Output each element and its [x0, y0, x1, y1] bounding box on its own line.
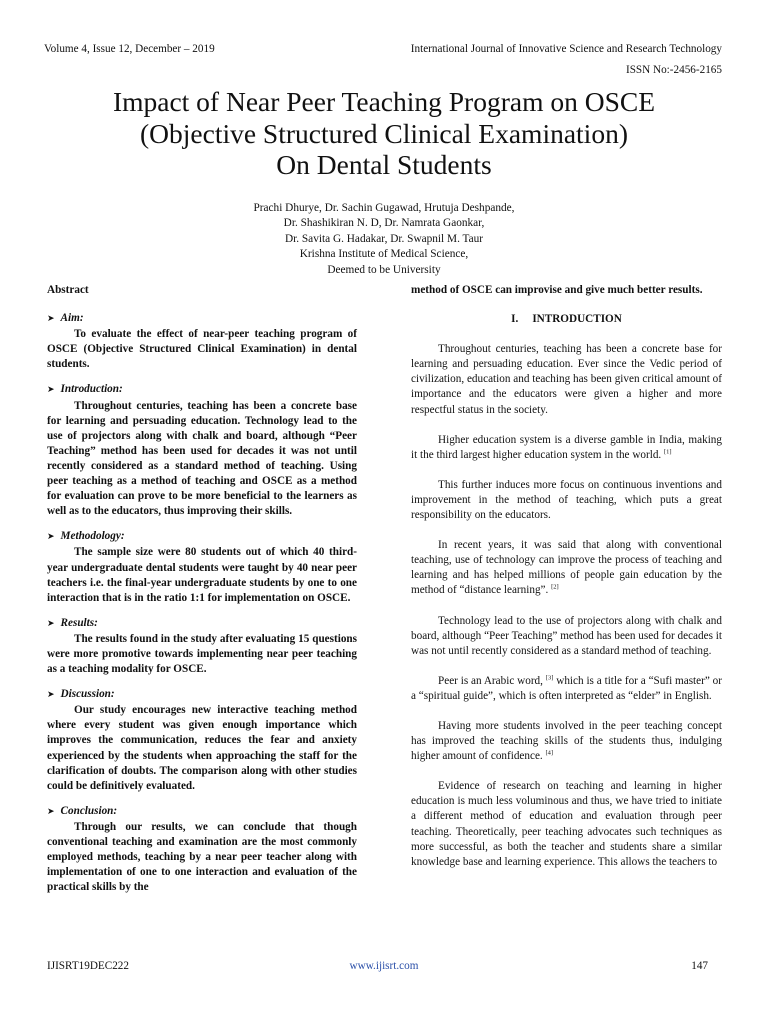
intro-paragraph-1: Throughout centuries, teaching has been a concrete base for learning and persuading education. Ever since the Vedic period of civilization, education and teaching has been given critical amount of importance and the educators were given a higher and more respectful status in the society.: [411, 343, 722, 416]
intro-paragraph-6: Peer is an Arabic word, [3] which is a title for a “Sufi master” or a “spiritual guide”, which is often interpreted as “elder” in English.: [411, 674, 722, 702]
title-line-2: (Objective Structured Clinical Examination): [140, 117, 628, 149]
intro-paragraph-8: Evidence of research on teaching and learning in higher education is much less voluminous and thus, we have tried to initiate a different method of education and evaluation through peer teaching. Theoretically, peer teaching advocates such techniques as more successful, as both the teacher and students share a similar knowledge base and learning experience. This allows the teachers to: [411, 780, 722, 868]
author-line-3: Dr. Savita G. Hadakar, Dr. Swapnil M. Taur: [284, 232, 484, 245]
abstract-discussion: [47, 687, 357, 794]
section-heading: Discussion:: [60, 688, 115, 701]
author-line-2: Dr. Shashikiran N. D, Dr. Namrata Gaonkar,: [283, 217, 485, 230]
author-block: [0, 201, 768, 278]
journal-name: International Journal of Innovative Science and Research Technology: [410, 43, 722, 55]
journal-url: www.ijisrt.com: [349, 960, 419, 972]
section-heading: Methodology:: [60, 530, 125, 543]
section-number: I.: [511, 313, 519, 326]
volume-info: Volume 4, Issue 12, December – 2019: [44, 43, 215, 55]
intro-paragraph-2: Higher education system is a diverse gamble in India, making it the third largest higher education system in the world. [1]: [411, 433, 722, 461]
citation-ref: [2]: [551, 583, 559, 591]
page-number: 147: [691, 960, 708, 972]
section-heading: Aim:: [60, 312, 84, 325]
title-line-1: Impact of Near Peer Teaching Program on OSCE: [112, 86, 656, 117]
bullet-arrow-icon: ➤: [47, 385, 55, 396]
section-body: Through our results, we can conclude that though conventional teaching and examination are the most commonly employed methods, teaching by a near peer teacher along with implementation of one to one interaction and evaluation of the practical skills by the: [47, 820, 357, 894]
citation-ref: [4]: [545, 749, 554, 757]
abstract-title: Abstract: [47, 284, 89, 296]
section-body: Throughout centuries, teaching has been a concrete base for learning and persuading education. Technology lead to the use of projectors along with chalk and board, although “Peer Teaching” method has been used for decades it was not until recently considered as a standard method of teaching. Using peer teaching as a method of teaching and OSCE as a method for evaluation can prove to be more beneficial to the learners as well as to the educators, thus improving their skills.: [47, 399, 357, 518]
left-column: [47, 283, 357, 905]
section-heading: Introduction:: [60, 383, 123, 396]
abstract-aim: [47, 311, 357, 372]
intro-paragraph-7: Having more students involved in the peer teaching concept has improved the teaching skills of the students thus, indulging higher amount of confidence. [4]: [411, 719, 722, 763]
affiliation-line-2: Deemed to be University: [327, 263, 441, 276]
bullet-arrow-icon: ➤: [47, 314, 55, 325]
section-body: To evaluate the effect of near-peer teaching program of OSCE (Objective Structured Clinical Examination) in dental students.: [47, 328, 357, 371]
section-heading: Results:: [60, 616, 98, 629]
abstract-methodology: [47, 529, 357, 605]
citation-ref: [3]: [545, 674, 554, 682]
paper-title: [0, 86, 768, 181]
section-body: Our study encourages new interactive teaching method where every student was given enough importance which improves the communication, reduces the fear and anxiety experienced by the students when approaching the staff for the clarification of doubts. The comparison along with other studies could be definitively evaluated.: [47, 704, 357, 792]
affiliation-line-1: Krishna Institute of Medical Science,: [299, 248, 469, 261]
abstract-conclusion: [47, 804, 357, 896]
bullet-arrow-icon: ➤: [47, 618, 55, 629]
intro-paragraph-5: Technology lead to the use of projectors along with chalk and board, although “Peer Teaching” method has been used for decades it was not until recently considered as a standard method of teaching.: [411, 614, 722, 657]
issn: ISSN No:-2456-2165: [625, 64, 722, 76]
introduction-heading: [411, 312, 722, 327]
citation-ref: [1]: [664, 448, 672, 456]
paper-code: IJISRT19DEC222: [47, 960, 129, 972]
author-line-1: Prachi Dhurye, Dr. Sachin Gugawad, Hrutuja Deshpande,: [253, 202, 515, 214]
section-heading: Conclusion:: [60, 804, 118, 817]
section-body: The sample size were 80 students out of which 40 third-year undergraduate dental students were taught by 40 near peer teachers i.e. the final-year undergraduate students by one to one interaction that is in the ratio 1:1 for implementation on OSCE.: [47, 546, 357, 604]
bullet-arrow-icon: ➤: [47, 532, 55, 543]
intro-paragraph-3: This further induces more focus on continuous inventions and improvement in the method of teaching, which puts a great responsibility on the educators.: [411, 478, 722, 522]
right-column: [411, 283, 722, 885]
section-body: The results found in the study after evaluating 15 questions were more promotive towards implementing near peer teaching as a teaching modality for OSCE.: [47, 632, 357, 676]
abstract-introduction: [47, 382, 357, 519]
abstract-results: [47, 616, 357, 677]
abstract-conclusion-continued: method of OSCE can improvise and give much better results.: [411, 284, 703, 296]
bullet-arrow-icon: ➤: [47, 690, 55, 701]
title-line-3: On Dental Students: [276, 149, 492, 180]
section-title: INTRODUCTION: [532, 313, 622, 326]
bullet-arrow-icon: ➤: [47, 806, 55, 817]
intro-paragraph-4: In recent years, it was said that along with conventional teaching, use of technology can improve the process of teaching and learning and has helped millions of people gain education by the method of “distance learning”. [2]: [411, 539, 722, 597]
